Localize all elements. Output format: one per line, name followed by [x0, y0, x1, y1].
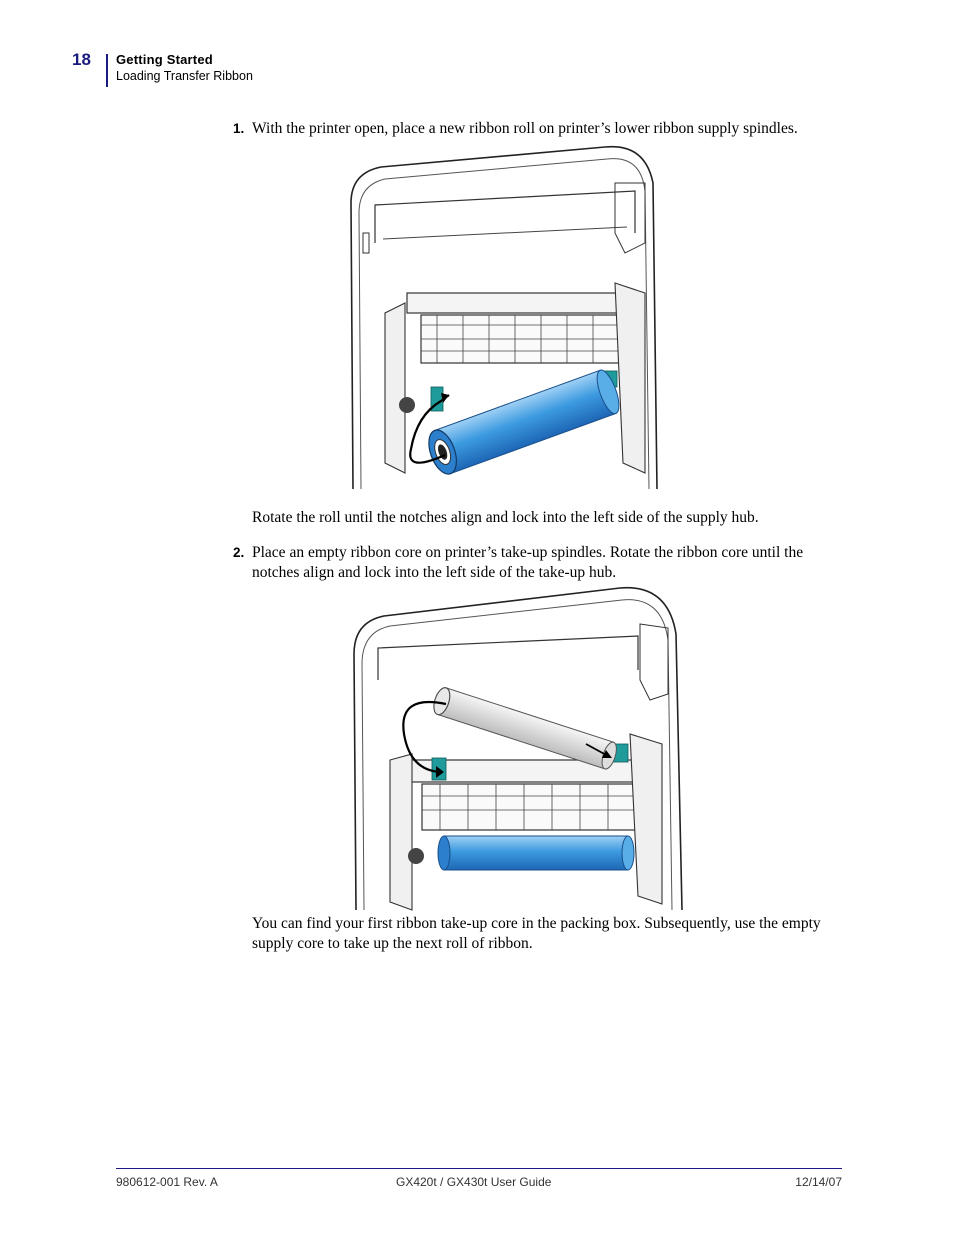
- step-2: [233, 543, 843, 583]
- footer-doc-number: 980612-001 Rev. A: [116, 1175, 218, 1189]
- page-number: 18: [72, 50, 91, 69]
- footer-divider: [116, 1168, 842, 1169]
- step-1-note: Rotate the roll until the notches align and lock into the left side of the supply hub.: [252, 509, 759, 526]
- supply-ribbon-illustration: [345, 143, 665, 493]
- header-divider: [106, 54, 108, 87]
- step-text: Place an empty ribbon core on printer’s take-up spindles. Rotate the ribbon core until the notches align and lock into the left side of the take-up hub.: [252, 544, 804, 581]
- take-up-core-illustration: [350, 584, 690, 912]
- step-number: 2.: [233, 545, 245, 560]
- step-1: [233, 119, 843, 139]
- footer-title: GX420t / GX430t User Guide: [396, 1175, 552, 1189]
- footer-date: 12/14/07: [795, 1175, 842, 1189]
- step-number: 1.: [233, 121, 245, 136]
- section-title: Getting Started: [116, 52, 213, 67]
- step-2-note: You can find your first ribbon take-up core in the packing box. Subsequently, use the empty supply core to take up the next roll of ribbon.: [252, 915, 821, 952]
- subsection-title: Loading Transfer Ribbon: [116, 69, 253, 83]
- step-text: With the printer open, place a new ribbon roll on printer’s lower ribbon supply spindles.: [252, 120, 798, 137]
